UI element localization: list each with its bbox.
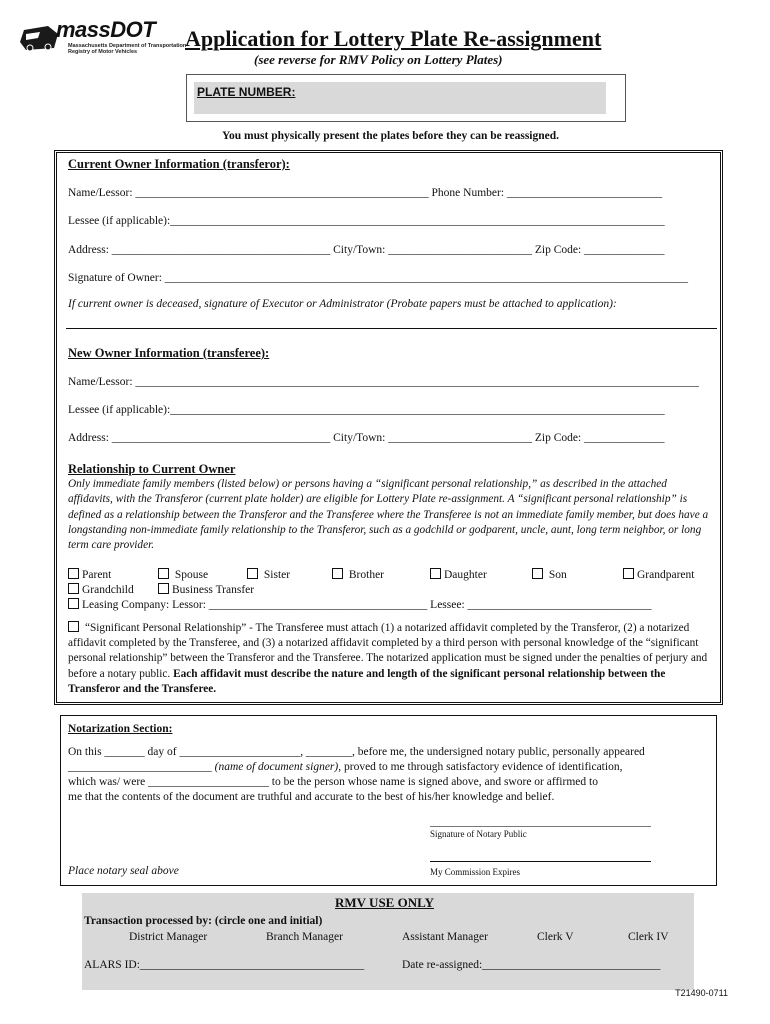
option-grandchild[interactable]: Grandchild bbox=[68, 583, 134, 596]
current-owner-name-field[interactable]: Name/Lessor: ___________________________________________________ Phone Number: ___________________________ bbox=[68, 187, 663, 199]
checkbox-icon[interactable] bbox=[68, 598, 79, 609]
checkbox-icon[interactable] bbox=[430, 568, 441, 579]
option-daughter[interactable]: Daughter bbox=[430, 568, 487, 581]
option-son[interactable]: Son bbox=[532, 568, 567, 581]
checkbox-icon[interactable] bbox=[158, 583, 169, 594]
page-subtitle: (see reverse for RMV Policy on Lottery Plates) bbox=[254, 52, 503, 67]
checkbox-icon[interactable] bbox=[332, 568, 343, 579]
option-leasing-company[interactable]: Leasing Company: Lessor: ______________________________________ Lessee: ________________________________ bbox=[68, 598, 652, 611]
current-owner-signature-field[interactable]: Signature of Owner: ___________________________________________________________________________________________ bbox=[68, 272, 689, 284]
new-owner-name-field[interactable]: Name/Lessor: __________________________________________________________________________________________________ bbox=[68, 376, 699, 388]
new-owner-address-field[interactable]: Address: ______________________________________ City/Town: _________________________ Zip Code: ______________ bbox=[68, 432, 665, 444]
option-parent[interactable]: Parent bbox=[68, 568, 111, 581]
commission-expires-label: My Commission Expires bbox=[430, 867, 521, 877]
checkbox-icon[interactable] bbox=[532, 568, 543, 579]
option-business-transfer[interactable]: Business Transfer bbox=[158, 583, 254, 596]
new-owner-lessee-field[interactable]: Lessee (if applicable):______________________________________________________________________________________ bbox=[68, 404, 665, 416]
deceased-owner-note: If current owner is deceased, signature of Executor or Administrator (Probate papers must be attached to application): bbox=[68, 298, 617, 310]
plate-number-field[interactable] bbox=[194, 82, 606, 114]
massdot-logo bbox=[18, 17, 187, 55]
significant-relationship-bold: Each affidavit must describe the nature and length of the significant personal relationship between the Transferor and the Transferee. bbox=[68, 667, 666, 695]
plate-number-label: PLATE NUMBER: bbox=[197, 85, 296, 99]
option-brother[interactable]: Brother bbox=[332, 568, 384, 581]
date-reassigned-field[interactable]: Date re-assigned:_______________________________ bbox=[402, 959, 661, 971]
logo-brand: massDOT bbox=[56, 17, 156, 42]
transaction-processed-by: Transaction processed by: (circle one and initial) bbox=[84, 915, 323, 927]
alars-id-field[interactable]: ALARS ID:_______________________________________ bbox=[84, 959, 365, 971]
role-branch-manager[interactable]: Branch Manager bbox=[266, 931, 343, 943]
notarization-heading: Notarization Section: bbox=[68, 723, 173, 735]
logo-subtitle-dept: Massachusetts Department of Transportation bbox=[68, 43, 187, 49]
notary-identification-line[interactable]: which was/ were _____________________ to be the person whose name is signed above, and swore or affirmed to bbox=[68, 776, 598, 788]
significant-relationship-option[interactable] bbox=[68, 621, 713, 697]
notary-signature-line[interactable] bbox=[430, 826, 651, 827]
checkbox-icon[interactable] bbox=[623, 568, 634, 579]
executor-signature-line[interactable] bbox=[66, 328, 717, 329]
role-district-manager[interactable]: District Manager bbox=[129, 931, 208, 943]
relationship-description: Only immediate family members (listed below) or persons having a “significant personal relationship,” as described in the attached affidavits, with the Transferor (current plate holder) are eligible for Lottery Plate re-assignment. A “significant personal relationship” is defined as a relationship between the Transferor and the Transferee where the Transferee is not an immediate family member, but does have a longstanding non-immediate family relationship to the Transferor, such as a godchild or godparent, uncle, aunt, long term neighbor, or long term care provider. bbox=[68, 478, 709, 552]
option-grandparent[interactable]: Grandparent bbox=[623, 568, 694, 581]
rmv-use-only-title: RMV USE ONLY bbox=[335, 895, 434, 910]
current-owner-heading: Current Owner Information (transferor): bbox=[68, 157, 290, 171]
page-title: Application for Lottery Plate Re-assignment bbox=[185, 26, 602, 51]
notary-affirmation-text: me that the contents of the document are truthful and accurate to the best of his/her knowledge and belief. bbox=[68, 791, 555, 803]
form-code: T21490-0711 bbox=[675, 988, 728, 998]
current-owner-address-field[interactable]: Address: ______________________________________ City/Town: _________________________ Zip Code: ______________ bbox=[68, 244, 665, 256]
checkbox-icon[interactable] bbox=[158, 568, 169, 579]
role-assistant-manager[interactable]: Assistant Manager bbox=[402, 931, 488, 943]
checkbox-icon[interactable] bbox=[247, 568, 258, 579]
significant-relationship-text: “Significant Personal Relationship” - The Transferee must attach (1) a notarized affidavit completed by the Transferor, (2) a notarized affidavit completed by the Transferee, and (3) a notarized affidavit completed by a third person with personal knowledge of the “significant personal relationship” between the Transferor and the Transferee. The notarized application must be signed under the penalties of perjury and before a notary public. bbox=[68, 622, 708, 680]
relationship-heading: Relationship to Current Owner bbox=[68, 462, 236, 476]
role-clerk-iv[interactable]: Clerk IV bbox=[628, 931, 669, 943]
option-spouse[interactable]: Spouse bbox=[158, 568, 208, 581]
notary-seal-note: Place notary seal above bbox=[68, 865, 179, 877]
new-owner-heading: New Owner Information (transferee): bbox=[68, 346, 270, 360]
role-clerk-v[interactable]: Clerk V bbox=[537, 931, 574, 943]
logo-subtitle-rmv: Registry of Motor Vehicles bbox=[68, 49, 138, 55]
plates-notice: You must physically present the plates before they can be reassigned. bbox=[222, 130, 560, 142]
checkbox-icon[interactable] bbox=[68, 568, 79, 579]
commission-expires-line[interactable] bbox=[430, 861, 651, 862]
checkbox-icon[interactable] bbox=[68, 621, 79, 632]
notary-signature-label: Signature of Notary Public bbox=[430, 829, 527, 839]
option-sister[interactable]: Sister bbox=[247, 568, 290, 581]
checkbox-icon[interactable] bbox=[68, 583, 79, 594]
notary-date-line[interactable]: On this _______ day of _____________________, ________, before me, the undersigned notary public, personally appeared bbox=[68, 746, 645, 758]
current-owner-lessee-field[interactable]: Lessee (if applicable):______________________________________________________________________________________ bbox=[68, 215, 665, 227]
notary-signer-line[interactable]: _________________________ (name of document signer), proved to me through satisfactory evidence of identification, bbox=[68, 761, 623, 773]
plate-number-box bbox=[186, 74, 626, 122]
